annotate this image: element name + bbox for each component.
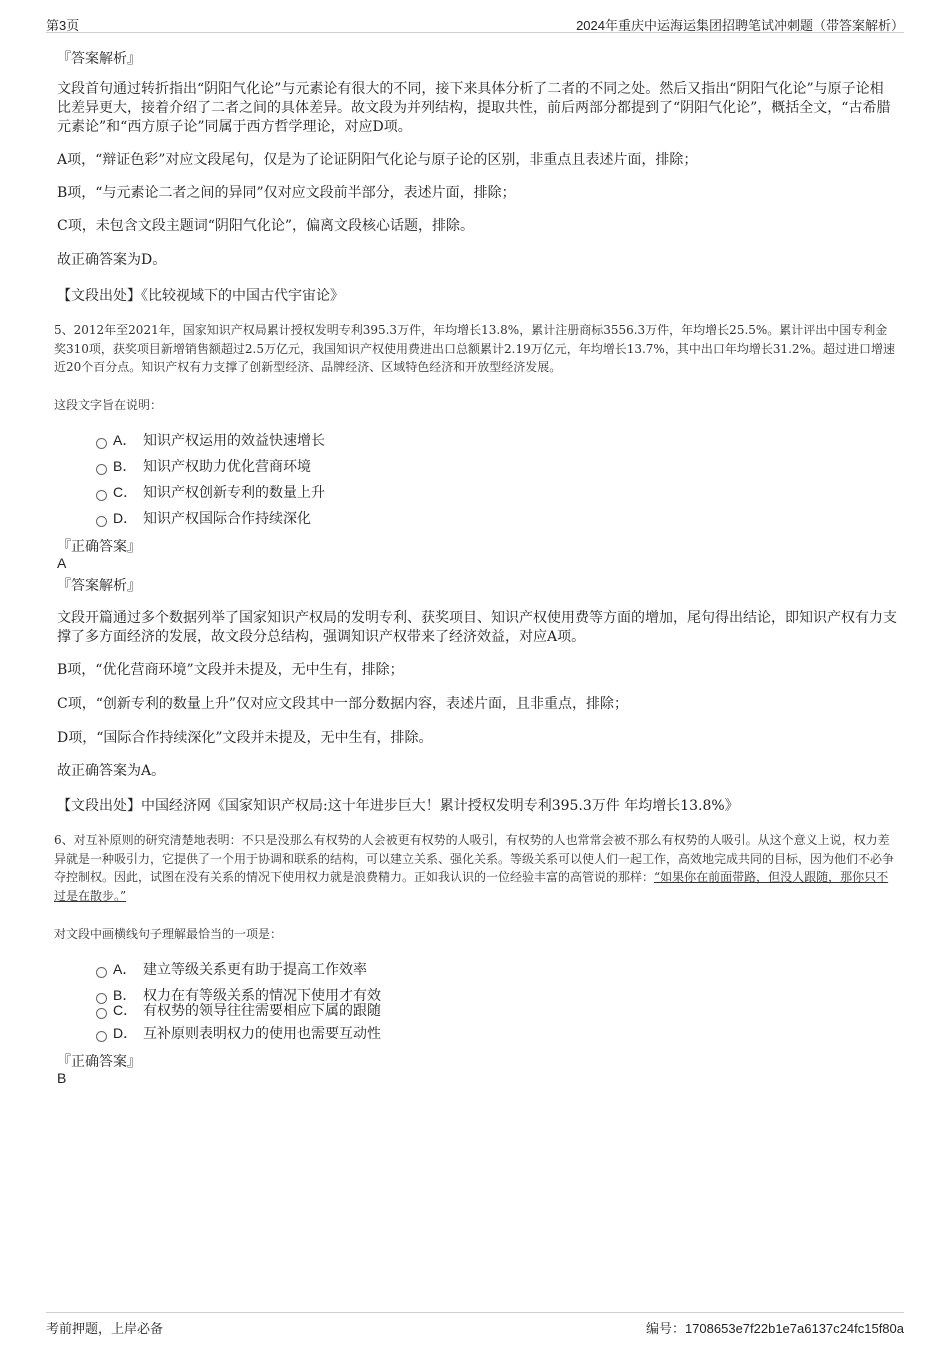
q6-option-b[interactable]: B． 权力在有等级关系的情况下使用才有效 xyxy=(96,985,381,1005)
q5-analysis-paragraph: 文段开篇通过多个数据列举了国家知识产权局的发明专利、获奖项目、知识产权使用费等方面的增加，尾句得出结论，即知识产权有力支撑了多方面经济的发展，故文段分总结构，强调知识产权带来了经济效益，对应A项。 xyxy=(57,610,897,645)
q5-option-d-explanation: D项，“国际合作持续深化”文段并未提及，无中生有，排除。 xyxy=(57,730,433,746)
q4-analysis-label: 『答案解析』 xyxy=(57,51,141,67)
footer-slogan: 考前押题，上岸必备 xyxy=(46,1321,164,1336)
radio-icon[interactable] xyxy=(96,1031,107,1042)
q5-correct-label: 『正确答案』 xyxy=(57,539,141,555)
page-footer xyxy=(46,1312,904,1339)
q5-option-b[interactable]: B． 知识产权助力优化营商环境 xyxy=(96,456,311,476)
radio-icon[interactable] xyxy=(96,490,107,501)
q5-option-c-explanation: C项，“创新专利的数量上升”仅对应文段其中一部分数据内容，表述片面，且非重点，排除； xyxy=(57,696,629,712)
q4-option-c-explanation: C项，未包含文段主题词“阴阳气化论”，偏离文段核心话题，排除。 xyxy=(57,218,475,234)
q5-option-d[interactable]: D． 知识产权国际合作持续深化 xyxy=(96,508,311,528)
q5-conclusion: 故正确答案为A。 xyxy=(57,763,166,779)
q5-option-a[interactable]: A． 知识产权运用的效益快速增长 xyxy=(96,430,325,450)
q5-option-b-explanation: B项，“优化营商环境”文段并未提及，无中生有，排除； xyxy=(57,662,404,678)
q6-option-a[interactable]: A． 建立等级关系更有助于提高工作效率 xyxy=(96,959,367,979)
q5-option-c[interactable]: C． 知识产权创新专利的数量上升 xyxy=(96,482,325,502)
q5-analysis-label: 『答案解析』 xyxy=(57,578,141,594)
q5-stem: 5、2012年至2021年，国家知识产权局累计授权发明专利395.3万件，年均增长13.8%，累计注册商标3556.3万件，年均增长25.5%。累计评出中国专利金奖310项，获奖项目新增销售额超过2.5万亿元，我国知识产权使用费进出口总额累计2.19万亿元，年均增长13.7%，其中出口年均增长31.2%。超过进口增速近20个百分点。知识产权有力支撑了创新型经济、品牌经济、区域特色经济和开放型经济发展。 xyxy=(54,323,895,374)
page-header xyxy=(46,10,904,33)
q6-option-c[interactable]: C． 有权势的领导往往需要相应下属的跟随 xyxy=(96,1000,381,1020)
radio-icon[interactable] xyxy=(96,438,107,449)
page-number: 第3页 xyxy=(46,18,80,33)
q4-option-b-explanation: B项，“与元素论二者之间的异同”仅对应文段前半部分，表述片面，排除； xyxy=(57,185,516,201)
q6-underlined-sentence: “如果你在前面带路，但没人跟随，那你只不过是在散步。” xyxy=(54,870,889,903)
q6-stem: 6、对互补原则的研究清楚地表明：不只是没那么有权势的人会被更有权势的人吸引，有权势的人也常常会被不那么有权势的人吸引。从这个意义上说，权力差异就是一种吸引力，它提供了一个用于协调和联系的结构，可以建立关系、强化关系。等级关系可以使人们一起工作，高效地完成共同的目标，因为他们不必争夺控制权。因此，试图在没有关系的情况下使用权力就是浪费精力。正如我认识的一位经验丰富的高管说的那样：“如果你在前面带路，但没人跟随，那你只不过是在散步。” xyxy=(54,833,895,903)
q4-option-a-explanation: A项，“辩证色彩”对应文段尾句，仅是为了论证阴阳气化论与原子论的区别，非重点且表述片面，排除； xyxy=(57,152,698,168)
q4-conclusion: 故正确答案为D。 xyxy=(57,252,167,268)
q6-answer: B xyxy=(57,1070,67,1086)
q4-source: 【文段出处】《比较视域下的中国古代宇宙论》 xyxy=(57,288,344,304)
document-title: 2024年重庆中运海运集团招聘笔试冲刺题（带答案解析） xyxy=(576,18,904,33)
radio-icon[interactable] xyxy=(96,464,107,475)
q5-answer: A xyxy=(57,555,67,571)
q5-source: 【文段出处】中国经济网《国家知识产权局:这十年进步巨大！累计授权发明专利395.3万件 年均增长13.8%》 xyxy=(57,798,739,814)
q6-prompt: 对文段中画横线句子理解最恰当的一项是： xyxy=(54,927,283,941)
q6-option-d[interactable]: D． 互补原则表明权力的使用也需要互动性 xyxy=(96,1023,381,1043)
q5-prompt: 这段文字旨在说明： xyxy=(54,398,163,412)
q6-correct-label: 『正确答案』 xyxy=(57,1054,141,1070)
radio-icon[interactable] xyxy=(96,516,107,527)
radio-icon[interactable] xyxy=(96,967,107,978)
q4-analysis-paragraph: 文段首句通过转折指出“阴阳气化论”与元素论有很大的不同，接下来具体分析了二者的不同之处。然后又指出“阴阳气化论”与原子论相比差异更大，接着介绍了二者之间的具体差异。故文段为并列结构，提取共性，前后两部分都提到了“阴阳气化论”，概括全文，“古希腊元素论”和“西方原子论”同属于西方哲学理论，对应D项。 xyxy=(57,81,891,135)
document-code: 编号：1708653e7f22b1e7a6137c24fc15f80a xyxy=(645,1321,904,1336)
radio-icon[interactable] xyxy=(96,1008,107,1019)
